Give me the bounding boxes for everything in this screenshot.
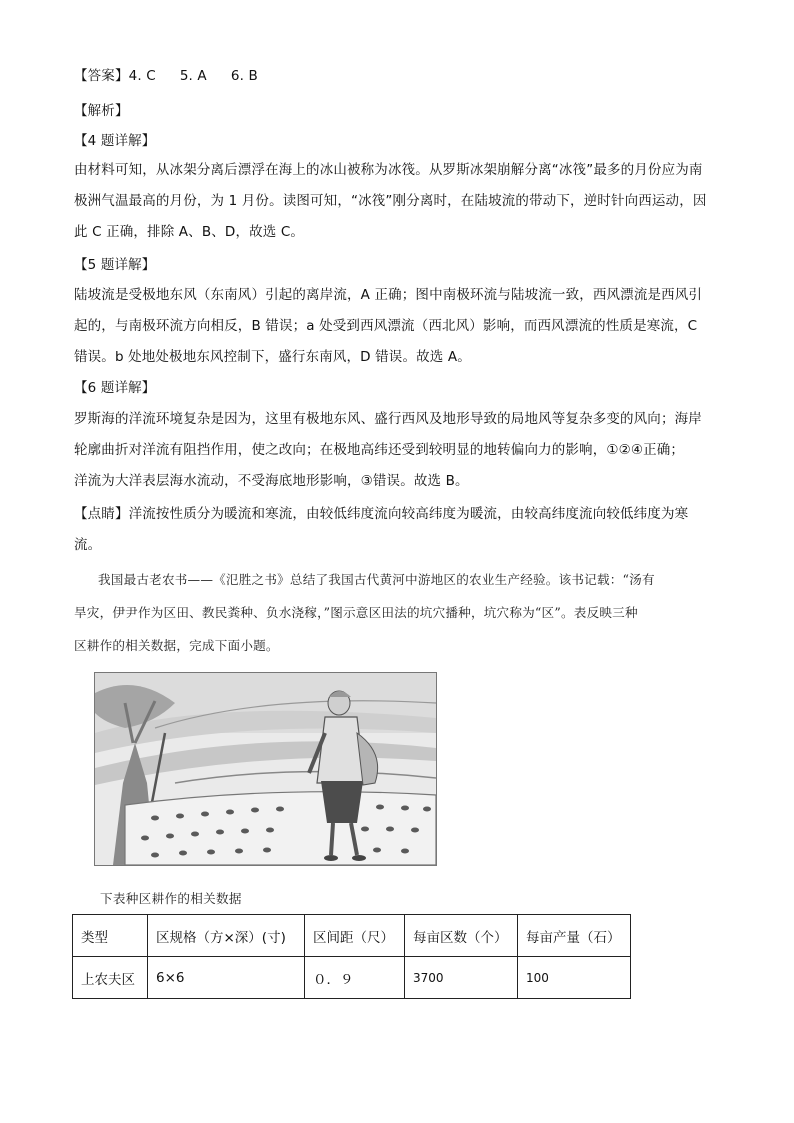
q4-heading: 【4 题详解】 (74, 133, 156, 149)
q6-line-1: 罗斯海的洋流环境复杂是因为，这里有极地东风、盛行西风及地形导致的局地风等复杂多变的风向；海岸 (74, 411, 702, 427)
tip-line-2: 流。 (74, 537, 102, 553)
table-cell: 6×6 (148, 957, 305, 999)
tip-line-1: 【点睛】洋流按性质分为暖流和寒流，由较低纬度流向较高纬度为暖流，由较高纬度流向较低纬度为寒 (74, 506, 689, 522)
material-line-2: 旱灾，伊尹作为区田、教民粪种、负水浇稼，”图示意区田法的坑穴播种，坑穴称为“区”。表反映三种 (74, 605, 638, 620)
farming-illustration (94, 672, 437, 866)
answer-5: 5. A (179, 68, 207, 84)
q6-heading: 【6 题详解】 (74, 380, 156, 396)
q5-line-1: 陆坡流是受极地东风（东南风）引起的离岸流，A 正确；图中南极环流与陆坡流一致，西风漂流是西风引 (74, 287, 703, 303)
q5-heading: 【5 题详解】 (74, 257, 156, 273)
table-header: 区间距（尺） (305, 915, 405, 957)
data-table (72, 914, 631, 999)
answer-4: 4. C (128, 68, 156, 84)
answer-6: 6. B (230, 68, 258, 84)
illustration-drawing (95, 673, 436, 865)
table-cell: ０．９ (305, 957, 405, 999)
q4-line-1: 由材料可知，从冰架分离后漂浮在海上的冰山被称为冰筏。从罗斯冰架崩解分离“冰筏”最多的月份应为南 (74, 162, 703, 178)
material-line-3: 区耕作的相关数据，完成下面小题。 (74, 638, 279, 653)
table-header: 类型 (73, 915, 148, 957)
material-line-1: 我国最古老农书——《氾胜之书》总结了我国古代黄河中游地区的农业生产经验。该书记载：“汤有 (98, 572, 655, 587)
q5-line-3: 错误。b 处地处极地东风控制下，盛行东南风，D 错误。故选 A。 (74, 349, 471, 365)
table-cell: 3700 (405, 957, 518, 999)
answer-label: 【答案】 (74, 68, 129, 84)
table-header: 区规格（方×深）(寸) (148, 915, 305, 957)
table-header-row (73, 915, 631, 957)
table-row (73, 957, 631, 999)
q5-line-2: 起的，与南极环流方向相反，B 错误；a 处受到西风漂流（西北风）影响，而西风漂流的性质是寒流，C (74, 318, 698, 334)
table-cell: 上农夫区 (73, 957, 148, 999)
q4-line-2: 极洲气温最高的月份，为 1 月份。读图可知，“冰筏”刚分离时，在陆坡流的带动下，逆时针向西运动，因 (74, 193, 707, 209)
q6-line-2: 轮廓曲折对洋流有阻挡作用，使之改向；在极地高纬还受到较明显的地转偏向力的影响，①②④正确； (74, 442, 685, 458)
analysis-heading: 【解析】 (74, 103, 129, 119)
table-header: 每亩区数（个） (405, 915, 518, 957)
q4-line-3: 此 C 正确，排除 A、B、D，故选 C。 (74, 224, 305, 240)
answer-line (74, 66, 258, 86)
material-paragraph (74, 563, 714, 662)
table-cell: 100 (518, 957, 631, 999)
table-caption: 下表种区耕作的相关数据 (100, 891, 242, 906)
q6-line-3: 洋流为大洋表层海水流动，不受海底地形影响，③错误。故选 B。 (74, 473, 469, 489)
table-header: 每亩产量（石） (518, 915, 631, 957)
